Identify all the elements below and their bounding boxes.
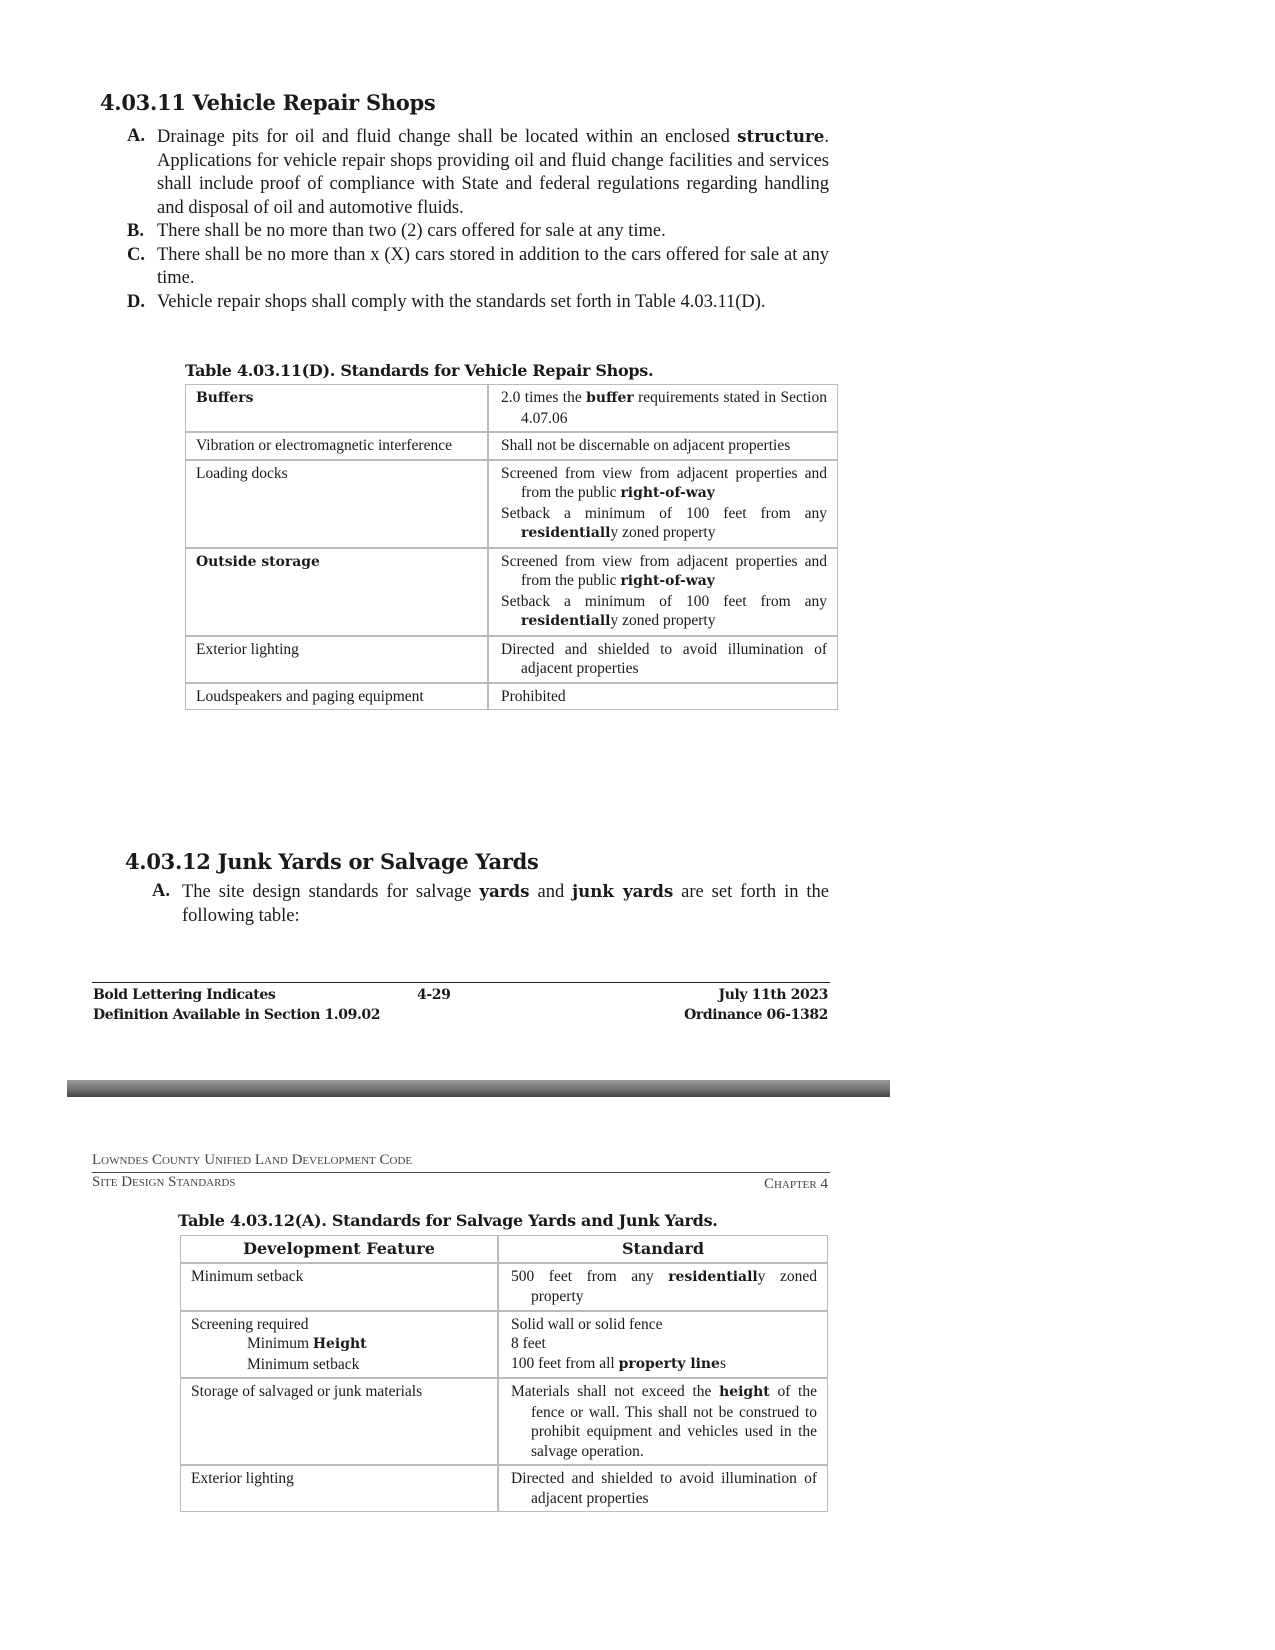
footer-rule xyxy=(92,982,830,983)
table-row xyxy=(180,1263,828,1311)
text-segment: Screened from view from adjacent properties and from the public xyxy=(501,464,827,501)
table-row xyxy=(185,683,838,711)
section-4-03-11-items xyxy=(127,125,829,314)
standard-cell xyxy=(498,1465,828,1512)
footer-ordinance: Ordinance 06-1382 xyxy=(684,1007,828,1023)
text-segment: Vibration or electromagnetic interference xyxy=(196,437,452,454)
footer-left xyxy=(93,985,380,1025)
standard-cell xyxy=(488,548,838,636)
text-segment: and xyxy=(529,882,573,902)
page-number: 4-29 xyxy=(417,987,451,1003)
feature-cell xyxy=(180,1378,498,1465)
text-segment: 8 feet xyxy=(511,1335,546,1352)
standard-line xyxy=(501,687,827,707)
text-segment: Loudspeakers and paging equipment xyxy=(196,687,424,705)
standard-line xyxy=(501,592,827,632)
standard-cell xyxy=(488,384,838,432)
chapter-section-title: Site Design Standards xyxy=(92,1174,236,1190)
text-segment: are set forth in the following table: xyxy=(182,882,829,926)
chapter-label: Chapter 4 xyxy=(763,1176,828,1192)
section-heading-4-03-11: 4.03.11 Vehicle Repair Shops xyxy=(100,90,436,115)
standard-cell xyxy=(488,683,838,711)
standard-line xyxy=(501,464,827,504)
defined-term: structure xyxy=(737,126,825,146)
table-row xyxy=(180,1378,828,1465)
list-item xyxy=(152,880,829,928)
table-row xyxy=(180,1311,828,1379)
text-segment: Materials shall not exceed the xyxy=(511,1383,720,1400)
standard-line xyxy=(501,640,827,679)
feature-line xyxy=(191,1469,487,1489)
defined-term: height xyxy=(719,1384,770,1400)
list-item-label: B. xyxy=(127,221,144,241)
text-segment: Drainage pits for oil and fluid change shall be located within an enclosed xyxy=(157,127,738,147)
text-segment: Storage of salvaged or junk materials xyxy=(191,1383,423,1400)
feature-line xyxy=(191,1334,487,1355)
text-segment: Directed and shielded to avoid illumination of adjacent properties xyxy=(501,640,827,677)
document-title: Lowndes County Unified Land Development Code xyxy=(92,1152,413,1168)
text-segment: Vehicle repair shops shall comply with the standards set forth in Table 4.03.11(D). xyxy=(157,291,766,312)
table-row xyxy=(185,384,838,432)
text-segment: Minimum xyxy=(247,1335,313,1352)
feature-cell xyxy=(185,384,488,432)
text-segment: Setback a minimum of 100 feet from any xyxy=(501,504,827,522)
table-row xyxy=(180,1465,828,1512)
feature-cell xyxy=(185,636,488,683)
standard-cell xyxy=(488,460,838,548)
table-header-row xyxy=(180,1235,828,1263)
footer-definition-note: Definition Available in Section 1.09.02 xyxy=(93,1007,381,1023)
defined-term: right-of-way xyxy=(620,573,715,589)
text-segment: There shall be no more than two (2) cars offered for sale at any time. xyxy=(157,221,666,241)
standard-cell xyxy=(498,1378,828,1465)
section-4-03-12-items xyxy=(152,880,829,928)
list-item xyxy=(127,125,829,220)
feature-cell xyxy=(180,1311,498,1379)
column-header-feature: Development Feature xyxy=(180,1235,498,1263)
text-segment: of the fence or wall. This shall not be construed to prohibit equipment and vehicles used in the salvage operation. xyxy=(531,1383,817,1460)
defined-term: yards xyxy=(479,881,530,901)
text-segment: Exterior lighting xyxy=(196,640,299,658)
table-row xyxy=(185,460,838,548)
list-item xyxy=(127,291,829,315)
standard-line xyxy=(511,1267,817,1307)
text-segment: 2.0 times the xyxy=(501,389,587,406)
defined-term: Height xyxy=(312,1336,367,1352)
header-rule xyxy=(92,1172,830,1173)
defined-term: Outside storage xyxy=(196,553,320,570)
table-row xyxy=(185,432,838,460)
list-item-label: A. xyxy=(127,126,145,146)
text-segment: Minimum setback xyxy=(191,1267,304,1285)
text-segment: Shall not be discernable on adjacent properties xyxy=(501,437,791,454)
standard-cell xyxy=(498,1311,828,1379)
defined-term: residentiall xyxy=(521,613,611,629)
standard-cell xyxy=(488,432,838,460)
text-segment: . Applications for vehicle repair shops providing oil and fluid change facilities and services shall include proof of compliance with State and federal regulations regarding handling and disposal of oil and automotive fluids. xyxy=(157,127,829,218)
vehicle-repair-standards-table xyxy=(185,384,838,710)
feature-line xyxy=(191,1355,487,1375)
standard-line xyxy=(511,1469,817,1508)
section-heading-4-03-12: 4.03.12 Junk Yards or Salvage Yards xyxy=(125,849,539,874)
table-caption-4-03-12a: Table 4.03.12(A). Standards for Salvage Yards and Junk Yards. xyxy=(178,1211,718,1230)
standard-line xyxy=(511,1382,817,1461)
footer-bold-note: Bold Lettering Indicates xyxy=(93,987,276,1003)
text-segment: Screened from view from adjacent properties and from the public xyxy=(501,552,827,589)
defined-term: Buffers xyxy=(196,390,254,406)
text-segment: y zoned property xyxy=(531,1267,817,1305)
text-segment: requirements stated in Section 4.07.06 xyxy=(521,389,827,427)
list-item xyxy=(127,244,829,291)
standard-line xyxy=(501,552,827,592)
text-segment: The site design standards for salvage xyxy=(182,882,480,902)
feature-cell xyxy=(185,548,488,636)
text-segment: 500 feet from any xyxy=(511,1267,669,1285)
standard-line xyxy=(511,1315,817,1335)
text-segment: There shall be no more than x (X) cars stored in addition to the cars offered for sale at any time. xyxy=(157,244,829,288)
standard-line xyxy=(501,436,827,456)
table-row xyxy=(185,548,838,636)
standard-line xyxy=(511,1334,817,1354)
defined-term: residentiall xyxy=(521,525,611,541)
standard-line xyxy=(501,388,827,428)
text-segment: Prohibited xyxy=(501,687,566,705)
column-header-standard: Standard xyxy=(498,1235,828,1263)
list-item-label: A. xyxy=(152,881,170,901)
feature-cell xyxy=(180,1263,498,1311)
text-segment: Loading docks xyxy=(196,464,288,482)
feature-line xyxy=(191,1267,487,1287)
table-caption-4-03-11d: Table 4.03.11(D). Standards for Vehicle Repair Shops. xyxy=(185,361,654,380)
text-segment: Exterior lighting xyxy=(191,1470,294,1487)
list-item xyxy=(127,220,829,244)
standard-cell xyxy=(498,1263,828,1311)
feature-line xyxy=(191,1315,487,1335)
defined-term: buffer xyxy=(586,390,634,406)
defined-term: junk yards xyxy=(572,881,674,901)
defined-term: right-of-way xyxy=(620,485,715,501)
defined-term: property line xyxy=(618,1355,720,1372)
text-segment: y zoned property xyxy=(610,612,716,629)
salvage-yard-standards-table xyxy=(180,1235,828,1512)
feature-cell xyxy=(185,432,488,460)
footer-date: July 11th 2023 xyxy=(718,987,828,1003)
text-segment: Minimum setback xyxy=(247,1355,360,1373)
feature-line xyxy=(191,1382,487,1402)
text-segment: s xyxy=(719,1354,726,1372)
standard-line xyxy=(511,1354,817,1375)
page-break-band xyxy=(67,1080,890,1097)
standard-line xyxy=(501,504,827,544)
text-segment: Solid wall or solid fence xyxy=(511,1315,663,1333)
text-segment: Setback a minimum of 100 feet from any xyxy=(501,592,827,610)
standard-cell xyxy=(488,636,838,683)
feature-cell xyxy=(180,1465,498,1512)
text-segment: Directed and shielded to avoid illumination of adjacent properties xyxy=(511,1470,817,1507)
footer-right xyxy=(684,985,828,1025)
table-row xyxy=(185,636,838,683)
list-item-label: C. xyxy=(127,244,145,265)
defined-term: residentiall xyxy=(668,1268,758,1285)
feature-cell xyxy=(185,460,488,548)
text-segment: Screening required xyxy=(191,1315,309,1333)
text-segment: y zoned property xyxy=(610,524,716,541)
feature-cell xyxy=(185,683,488,711)
list-item-label: D. xyxy=(127,291,145,312)
text-segment: 100 feet from all xyxy=(511,1354,619,1372)
